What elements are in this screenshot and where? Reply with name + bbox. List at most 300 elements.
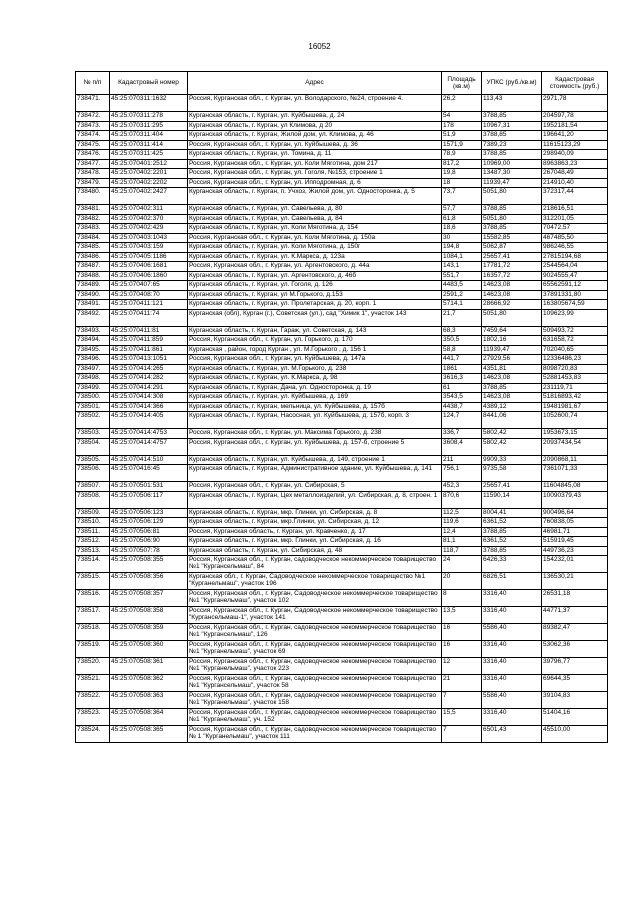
cell-cost: 231119,71 xyxy=(542,383,608,393)
cell-address: Курганская область, г. Курган, мельница, ул. Куйбышева, д. 157б xyxy=(188,402,442,412)
cell-cadnum: 45:25:070411:121 xyxy=(110,300,188,310)
cell-upks: 8004,41 xyxy=(482,508,542,518)
cell-upks: 3316,40 xyxy=(482,709,542,726)
cell-cost: 702040,65 xyxy=(542,345,608,355)
cell-cadnum: 45:25:070311:425 xyxy=(110,150,188,160)
cell-cadnum: 45:25:070501:531 xyxy=(110,482,188,492)
cell-cadnum: 45:25:070506:123 xyxy=(110,508,188,518)
cell-cost: 39796,77 xyxy=(542,658,608,675)
table-row xyxy=(76,188,608,205)
cell-num: 738473. xyxy=(76,121,110,131)
cell-num: 738481. xyxy=(76,205,110,215)
cell-num: 738522. xyxy=(76,692,110,709)
cell-upks: 5802,42 xyxy=(482,429,542,439)
cell-cadnum: 45:25:070311:278 xyxy=(110,112,188,122)
cell-address: Россия, Курганская обл., г. Курган, садоводческое некоммерческое товарищество № 1 "Курганельмаш", участок 111 xyxy=(188,726,442,743)
cell-address: Курганская область, г. Курган, мкр. Глинки, ул. Сибирская, д. 8 xyxy=(188,508,442,518)
cell-num: 738491. xyxy=(76,300,110,310)
cell-cadnum: 45:25:070402:2427 xyxy=(110,188,188,205)
cell-cost: 45510,00 xyxy=(542,726,608,743)
cell-cost: 467485,50 xyxy=(542,233,608,243)
cell-cost: 51404,16 xyxy=(542,709,608,726)
cell-address: Курганская область, г. Курган, мкр.Глинки, ул. Сибирская, д. 12 xyxy=(188,518,442,528)
cell-cadnum: 45:25:070414:282 xyxy=(110,374,188,384)
table-row xyxy=(76,429,608,439)
cell-cost: 70472,57 xyxy=(542,224,608,234)
cell-area: 5714,1 xyxy=(442,300,482,310)
cell-area: 78,9 xyxy=(442,150,482,160)
cell-area: 817,2 xyxy=(442,159,482,169)
cell-address: Курганская область, г. Курган, ул. Савельева, д. 80 xyxy=(188,205,442,215)
cell-area: 18,6 xyxy=(442,224,482,234)
cell-address: Курганская область, г. Курган, ул. Томина, д. 11 xyxy=(188,150,442,160)
cell-cost: 10090379,43 xyxy=(542,491,608,508)
table-row xyxy=(76,355,608,365)
cell-num: 738486. xyxy=(76,252,110,262)
cell-cost: 218616,51 xyxy=(542,205,608,215)
cell-address: Россия, Курганская обл., г. Курган, Садоводческое некоммерческое товарищество №1 "Курганельмаш", участок 102 xyxy=(188,590,442,607)
cell-cost: 1952181,54 xyxy=(542,121,608,131)
cell-area: 30 xyxy=(442,233,482,243)
table-row xyxy=(76,402,608,412)
cell-cadnum: 45:25:070406:1681 xyxy=(110,262,188,272)
cell-num: 738506. xyxy=(76,465,110,482)
cell-upks: 14623,08 xyxy=(482,374,542,384)
cell-area: 73,7 xyxy=(442,188,482,205)
cell-address: Россия, Курганская обл., г. Курган, ул. Горького, д. 170 xyxy=(188,336,442,346)
cell-cadnum: 45:25:070414:265 xyxy=(110,364,188,374)
cell-cadnum: 45:25:070406:1860 xyxy=(110,271,188,281)
cell-num: 738497. xyxy=(76,364,110,374)
cell-cadnum: 45:25:070311:1632 xyxy=(110,95,188,112)
cell-upks: 3788,85 xyxy=(482,112,542,122)
cell-area: 3608,4 xyxy=(442,438,482,455)
table-row xyxy=(76,326,608,336)
cell-cost: 19481981,67 xyxy=(542,402,608,412)
cell-address: Курганская область, г. Курган, Гараж, ул. Советская, д. 143 xyxy=(188,326,442,336)
cell-upks: 3788,85 xyxy=(482,546,542,556)
cell-cadnum: 45:25:070414:291 xyxy=(110,383,188,393)
cell-num: 738521. xyxy=(76,675,110,692)
cell-cadnum: 45:25:070405:1186 xyxy=(110,252,188,262)
cell-num: 738493. xyxy=(76,326,110,336)
table-row xyxy=(76,491,608,508)
table-row xyxy=(76,271,608,281)
page-number: 16052 xyxy=(308,42,331,51)
cell-address: Курганская обл., г. Курган, Садоводческое некоммерческое товарищество №1 "Курганельмаш", участок 196 xyxy=(188,573,442,590)
cell-cost: 52881453,83 xyxy=(542,374,608,384)
header-num: № п/п xyxy=(76,72,110,95)
cell-num: 738509. xyxy=(76,508,110,518)
cell-address: Россия, Курганская обл., г. Курган, садоводческое некоммерческое товарищество №1 "Курганельмаш", участок 223 xyxy=(188,658,442,675)
cell-address: Россия, Курганская обл., г. Курган, ул. Володарского, №24, строение 4. xyxy=(188,95,442,112)
cell-num: 738512. xyxy=(76,537,110,547)
cell-upks: 9735,58 xyxy=(482,465,542,482)
cell-num: 738483. xyxy=(76,224,110,234)
cell-cadnum: 45:25:070508:358 xyxy=(110,607,188,624)
table-row xyxy=(76,178,608,188)
cell-cadnum: 45:25:070402:370 xyxy=(110,214,188,224)
cell-num: 738520. xyxy=(76,658,110,675)
cell-area: 51,9 xyxy=(442,131,482,141)
cell-cost: 27815194,68 xyxy=(542,252,608,262)
cell-cost: 2544564,04 xyxy=(542,262,608,272)
cell-area: 1084,1 xyxy=(442,252,482,262)
table-row xyxy=(76,121,608,131)
cell-num: 738524. xyxy=(76,726,110,743)
table-row xyxy=(76,140,608,150)
cell-area: 124,7 xyxy=(442,412,482,429)
table-row xyxy=(76,508,608,518)
cell-address: Курганская , район, город Курган , ул. М.Горького , д. 156 1 xyxy=(188,345,442,355)
table-row xyxy=(76,573,608,590)
cell-cost: 39104,83 xyxy=(542,692,608,709)
header-area: Площадь (кв.м) xyxy=(442,72,482,95)
table-row xyxy=(76,455,608,465)
cell-address: Россия, Курганская обл., г. Курган, ул. Куйбышева, д. 147а xyxy=(188,355,442,365)
cell-address: Россия, Курганская обл., г. Курган, ул. Куйбышева, д. 36 xyxy=(188,140,442,150)
table-row xyxy=(76,607,608,624)
cell-upks: 28666,92 xyxy=(482,300,542,310)
cell-num: 738514. xyxy=(76,556,110,573)
cell-area: 3543,5 xyxy=(442,393,482,403)
cell-area: 4438,7 xyxy=(442,402,482,412)
cell-cost: 372317,44 xyxy=(542,188,608,205)
cell-address: Курганская область, г. Курган, ул. Куйбышева, д. 149, строение 1 xyxy=(188,455,442,465)
table-row xyxy=(76,214,608,224)
cell-cost: 7361071,33 xyxy=(542,465,608,482)
cell-area: 21,7 xyxy=(442,309,482,326)
cell-cadnum: 45:25:070506:81 xyxy=(110,527,188,537)
cell-upks: 11590,14 xyxy=(482,491,542,508)
cell-area: 3616,3 xyxy=(442,374,482,384)
cell-upks: 14623,08 xyxy=(482,281,542,291)
cell-upks: 7459,64 xyxy=(482,326,542,336)
cell-cadnum: 45:25:070402:311 xyxy=(110,205,188,215)
cell-area: 21 xyxy=(442,675,482,692)
cell-upks: 5051,80 xyxy=(482,188,542,205)
cell-cadnum: 45:25:070401:2512 xyxy=(110,159,188,169)
table-row xyxy=(76,556,608,573)
cell-cost: 26531,18 xyxy=(542,590,608,607)
cell-cost: 20937434,54 xyxy=(542,438,608,455)
cell-cost: 515919,45 xyxy=(542,537,608,547)
cell-area: 24 xyxy=(442,556,482,573)
cell-num: 738482. xyxy=(76,214,110,224)
cell-upks: 3788,85 xyxy=(482,150,542,160)
table-row xyxy=(76,482,608,492)
table-row xyxy=(76,159,608,169)
cell-upks: 113,43 xyxy=(482,95,542,112)
table-row xyxy=(76,546,608,556)
cell-area: 61,8 xyxy=(442,214,482,224)
table-row xyxy=(76,641,608,658)
table-row xyxy=(76,374,608,384)
cell-upks: 5062,87 xyxy=(482,243,542,253)
cell-area: 68,3 xyxy=(442,326,482,336)
cell-upks: 5802,42 xyxy=(482,438,542,455)
cell-cost: 11604845,08 xyxy=(542,482,608,492)
cell-num: 738477. xyxy=(76,159,110,169)
cell-area: 19,8 xyxy=(442,169,482,179)
table-row xyxy=(76,590,608,607)
cell-address: Россия, Курганская обл., г. Курган, ул. Гоголя, №153, строение 1 xyxy=(188,169,442,179)
cell-upks: 3788,85 xyxy=(482,383,542,393)
cell-cost: 509493,72 xyxy=(542,326,608,336)
cell-num: 738496. xyxy=(76,355,110,365)
cell-upks: 5586,40 xyxy=(482,624,542,641)
cell-num: 738505. xyxy=(76,455,110,465)
table-row xyxy=(76,726,608,743)
cell-area: 118,7 xyxy=(442,546,482,556)
cell-num: 738480. xyxy=(76,188,110,205)
cell-num: 738478. xyxy=(76,169,110,179)
cell-num: 738488. xyxy=(76,271,110,281)
cell-area: 8 xyxy=(442,590,482,607)
cell-cadnum: 45:25:070507:78 xyxy=(110,546,188,556)
cell-address: Курганская область, г. Курган, ул. Коли Мяготина, д. 154 xyxy=(188,224,442,234)
cell-cadnum: 45:25:070414:405 xyxy=(110,412,188,429)
cell-cost: 8098720,83 xyxy=(542,364,608,374)
cell-cadnum: 45:25:070508:364 xyxy=(110,709,188,726)
cell-num: 738516. xyxy=(76,590,110,607)
cell-upks: 10967,31 xyxy=(482,121,542,131)
cell-area: 12,4 xyxy=(442,527,482,537)
cell-upks: 13487,30 xyxy=(482,169,542,179)
cell-area: 54 xyxy=(442,112,482,122)
cell-cadnum: 45:25:070311:404 xyxy=(110,131,188,141)
cell-cadnum: 45:25:070402:429 xyxy=(110,224,188,234)
cell-cadnum: 45:25:070506:90 xyxy=(110,537,188,547)
table-row xyxy=(76,233,608,243)
cell-address: Россия, Курганская обл., г. Курган, садоводческое некоммерческое товарищество №1 "Курганельмаш", участок 158 xyxy=(188,692,442,709)
cell-area: 350,5 xyxy=(442,336,482,346)
cell-address: Курганская область, г. Курган, ул Климова, д 20 xyxy=(188,121,442,131)
cell-num: 738495. xyxy=(76,345,110,355)
cell-cadnum: 45:25:070508:361 xyxy=(110,658,188,675)
cell-upks: 10969,00 xyxy=(482,159,542,169)
table-row xyxy=(76,438,608,455)
cell-cost: 11615123,29 xyxy=(542,140,608,150)
cell-area: 16 xyxy=(442,641,482,658)
cell-cost: 53062,36 xyxy=(542,641,608,658)
cell-area: 336,7 xyxy=(442,429,482,439)
cell-area: 1861 xyxy=(442,364,482,374)
cell-upks: 5586,40 xyxy=(482,692,542,709)
cell-cost: 267048,49 xyxy=(542,169,608,179)
cell-num: 738502. xyxy=(76,412,110,429)
cell-upks: 6501,43 xyxy=(482,726,542,743)
cell-cost: 44771,37 xyxy=(542,607,608,624)
cell-address: Россия, Курганская обл., г. Курган, садоводческое некоммерческое товарищество №1 "Курганельмаш", уч. 152 xyxy=(188,709,442,726)
table-row xyxy=(76,624,608,641)
cell-cost: 760838,05 xyxy=(542,518,608,528)
cell-address: Курганская область, г. Курган, Дача, ул. Односторонка, д. 19 xyxy=(188,383,442,393)
cell-address: Курганская область, г. Курган, ул. К.Маркса, д. 98 xyxy=(188,374,442,384)
cell-cost: 1953673,15 xyxy=(542,429,608,439)
cell-num: 738501. xyxy=(76,402,110,412)
table-header-row xyxy=(76,72,608,95)
table-row xyxy=(76,281,608,291)
cell-address: Россия, Курганская обл., г. Курган, садоводческое некоммерческое товарищество №1 "Курганельмаш", участок 69 xyxy=(188,641,442,658)
cell-upks: 1802,16 xyxy=(482,336,542,346)
header-address: Адрес xyxy=(188,72,442,95)
cell-upks: 6361,52 xyxy=(482,537,542,547)
cell-num: 738494. xyxy=(76,336,110,346)
cell-cadnum: 45:25:070311:414 xyxy=(110,140,188,150)
cell-area: 81,1 xyxy=(442,537,482,547)
table-row xyxy=(76,262,608,272)
cell-num: 738507. xyxy=(76,482,110,492)
cell-num: 738485. xyxy=(76,243,110,253)
cell-cost: 65562591,12 xyxy=(542,281,608,291)
cell-num: 738503. xyxy=(76,429,110,439)
cell-upks: 4389,12 xyxy=(482,402,542,412)
cell-num: 738484. xyxy=(76,233,110,243)
cell-address: Россия, Курганская обл., г. Курган, ул. Куйбышева, д. 157-б, строение 5 xyxy=(188,438,442,455)
cell-area: 7 xyxy=(442,726,482,743)
cell-num: 738510. xyxy=(76,518,110,528)
table-row xyxy=(76,131,608,141)
cell-num: 738489. xyxy=(76,281,110,291)
cell-area: 61 xyxy=(442,383,482,393)
cell-area: 13,5 xyxy=(442,607,482,624)
cell-area: 15,5 xyxy=(442,709,482,726)
cell-upks: 3316,40 xyxy=(482,607,542,624)
cell-cost: 2971,78 xyxy=(542,95,608,112)
cell-num: 738517. xyxy=(76,607,110,624)
cell-cost: 89382,47 xyxy=(542,624,608,641)
cell-upks: 25657,41 xyxy=(482,482,542,492)
table-row xyxy=(76,243,608,253)
cell-address: Курганская область, г. Курган, ул. Куйбышева, д. 169 xyxy=(188,393,442,403)
cell-area: 1571,9 xyxy=(442,140,482,150)
cell-address: Россия, Курганская обл., г. Курган, ул. Ипподромная, д. 6 xyxy=(188,178,442,188)
table-row xyxy=(76,150,608,160)
cell-address: Курганская область, г. Курган, ул. Куйбышева, д. 24 xyxy=(188,112,442,122)
cell-num: 738476. xyxy=(76,150,110,160)
cell-cadnum: 45:25:070508:362 xyxy=(110,675,188,692)
cell-upks: 9909,33 xyxy=(482,455,542,465)
table-row xyxy=(76,169,608,179)
cell-area: 870,6 xyxy=(442,491,482,508)
cell-area: 441,7 xyxy=(442,355,482,365)
cell-cadnum: 45:25:070508:355 xyxy=(110,556,188,573)
cell-cadnum: 45:25:070402:2202 xyxy=(110,178,188,188)
cell-cadnum: 45:25:070402:2201 xyxy=(110,169,188,179)
cell-address: Курганская область, г. Курган, Жилой дом, ул. Климова, д. 46 xyxy=(188,131,442,141)
cell-address: Курганская область, г. Курган, Насосная, ул. Куйбышева, д. 157б, корп. 3 xyxy=(188,412,442,429)
cell-upks: 3316,40 xyxy=(482,641,542,658)
cell-cost: 312201,05 xyxy=(542,214,608,224)
cell-cadnum: 45:25:070403:1043 xyxy=(110,233,188,243)
table-row xyxy=(76,393,608,403)
cell-area: 16 xyxy=(442,624,482,641)
cell-cost: 69644,35 xyxy=(542,675,608,692)
cell-cost: 109623,99 xyxy=(542,309,608,326)
cell-cadnum: 45:25:070414:308 xyxy=(110,393,188,403)
cell-cadnum: 45:25:070408:70 xyxy=(110,290,188,300)
cell-address: Россия, Курганская обл., г. Курган, садоводческое некоммерческое товарищество №1 "Кургансельмаш", участок 58 xyxy=(188,675,442,692)
cell-address: Россия, Курганская обл., г. Курган, ул. Максима Горького, д. 238 xyxy=(188,429,442,439)
cell-upks: 14623,08 xyxy=(482,290,542,300)
cell-address: Курганская область, г. Курган, ул. Савельева, д. 84 xyxy=(188,214,442,224)
cell-num: 738504. xyxy=(76,438,110,455)
cell-cost: 163805674,59 xyxy=(542,300,608,310)
table-row xyxy=(76,309,608,326)
cell-address: Курганская область, г. Курган, ул. К.Маркса, д. 123а xyxy=(188,252,442,262)
cell-cost: 46981,71 xyxy=(542,527,608,537)
cell-cadnum: 45:25:070311:295 xyxy=(110,121,188,131)
cell-num: 738515. xyxy=(76,573,110,590)
cell-address: Курганская область, г. Курган, ул. Сибирская, д. 48 xyxy=(188,546,442,556)
table-row xyxy=(76,537,608,547)
cell-cost: 298940,09 xyxy=(542,150,608,160)
cell-upks: 5051,80 xyxy=(482,309,542,326)
cell-cadnum: 45:25:070508:365 xyxy=(110,726,188,743)
cell-address: Курганская область, г. Курган, ул М.Горького, д.153 xyxy=(188,290,442,300)
cell-upks: 5051,80 xyxy=(482,214,542,224)
cell-num: 738490. xyxy=(76,290,110,300)
cadastral-table xyxy=(75,71,608,743)
cell-address: Россия, Курганская обл., г. Курган, садоводческое некоммерческое товарищество №1 "Кургансельмаш", 84 xyxy=(188,556,442,573)
cell-upks: 11939,47 xyxy=(482,345,542,355)
cell-area: 4483,5 xyxy=(442,281,482,291)
cell-upks: 25657,41 xyxy=(482,252,542,262)
cell-cost: 631658,72 xyxy=(542,336,608,346)
cell-num: 738472. xyxy=(76,112,110,122)
cell-num: 738511. xyxy=(76,527,110,537)
cell-area: 20 xyxy=(442,573,482,590)
cell-upks: 3788,85 xyxy=(482,131,542,141)
cell-cadnum: 45:25:070508:357 xyxy=(110,590,188,607)
header-upks: УПКС (руб./кв.м) xyxy=(482,72,542,95)
cell-cost: 154232,01 xyxy=(542,556,608,573)
cell-cost: 8963863,23 xyxy=(542,159,608,169)
cell-area: 211 xyxy=(442,455,482,465)
cell-cost: 196641,20 xyxy=(542,131,608,141)
cell-upks: 3316,40 xyxy=(482,675,542,692)
cell-cadnum: 45:25:070411:859 xyxy=(110,336,188,346)
cell-cadnum: 45:25:070414:366 xyxy=(110,402,188,412)
table-row xyxy=(76,658,608,675)
cell-upks: 17781,72 xyxy=(482,262,542,272)
cell-upks: 16357,72 xyxy=(482,271,542,281)
cell-area: 58,8 xyxy=(442,345,482,355)
cell-cost: 204597,78 xyxy=(542,112,608,122)
cell-cost: 37891331,80 xyxy=(542,290,608,300)
cell-cadnum: 45:25:070403:159 xyxy=(110,243,188,253)
cell-cadnum: 45:25:070414:510 xyxy=(110,455,188,465)
cell-cost: 900496,64 xyxy=(542,508,608,518)
cell-cadnum: 45:25:070414:4753 xyxy=(110,429,188,439)
cell-address: Россия, Курганская обл., г. Курган, ул. Аргентовского, д. 44а xyxy=(188,262,442,272)
cell-area: 2591,2 xyxy=(442,290,482,300)
cell-upks: 7389,23 xyxy=(482,140,542,150)
cell-cadnum: 45:25:070411:861 xyxy=(110,345,188,355)
cell-cadnum: 45:25:070508:363 xyxy=(110,692,188,709)
table-row xyxy=(76,709,608,726)
cell-address: Россия, Курганская обл., г. Курган, ул. Коли Мяготина, д. 150а xyxy=(188,233,442,243)
cell-address: Россия, Курганская область, г. Курган, ул. Кравченко, д. 17 xyxy=(188,527,442,537)
cell-upks: 3788,85 xyxy=(482,527,542,537)
cell-num: 738471. xyxy=(76,95,110,112)
cell-cadnum: 45:25:070407:65 xyxy=(110,281,188,291)
table-row xyxy=(76,336,608,346)
cell-cadnum: 45:25:070508:359 xyxy=(110,624,188,641)
cell-num: 738519. xyxy=(76,641,110,658)
header-cadnum: Кадастровый номер xyxy=(110,72,188,95)
